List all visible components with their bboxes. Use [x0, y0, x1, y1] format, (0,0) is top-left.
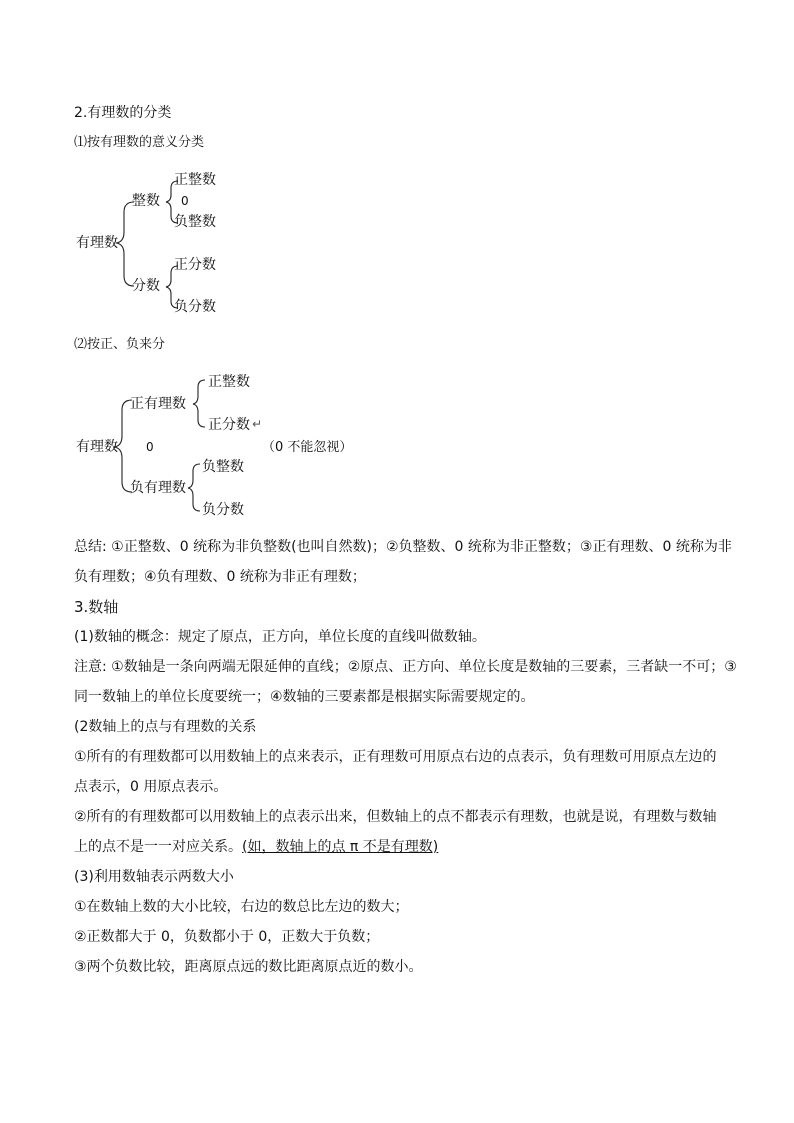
summary-paragraph	[74, 532, 754, 592]
summary-line-2: 负有理数；④负有理数、0 统称为非正有理数；	[74, 569, 366, 585]
summary-line-1: 总结: ①正整数、0 统称为非负整数(也叫自然数)；②负整数、0 统称为非正整数；③正有理数、0 统称为非	[74, 539, 732, 555]
note-line-1: 注意: ①数轴是一条向两端无限延伸的直线；②原点、正方向、单位长度是数轴的三要素，三者缺一不可；③	[74, 659, 737, 675]
tree-1-negative-integer: 负整数	[174, 214, 216, 230]
relation-1-line-2: 点表示，0 用原点表示。	[74, 779, 228, 795]
tree-2-zero: 0	[146, 440, 154, 454]
paragraph-mark-icon: ↵	[252, 417, 263, 431]
tree-1-zero: 0	[181, 194, 189, 208]
tree-2-negative-integer: 负整数	[202, 459, 244, 475]
number-line-concept: (1)数轴的概念：规定了原点，正方向，单位长度的直线叫做数轴。	[74, 629, 486, 645]
tree-2-positive-fraction: 正分数	[208, 417, 250, 433]
relation-2-line-2-text: 上的点不是一一对应关系。	[74, 839, 242, 855]
section-2-title: 2.有理数的分类	[74, 105, 172, 121]
tree-2-positive-brace	[193, 380, 205, 427]
compare-title: (3)利用数轴表示两数大小	[74, 869, 234, 885]
tree-1-positive-fraction: 正分数	[174, 257, 216, 273]
section-3-title: 3.数轴	[74, 598, 119, 616]
tree-2-negative-rational: 负有理数	[130, 480, 186, 496]
pi-example-underlined: (如，数轴上的点 π 不是有理数)	[242, 839, 439, 855]
relation-2-line-2	[74, 832, 754, 862]
compare-rule-2: ②正数都大于 0，负数都小于 0，正数大于负数；	[74, 929, 380, 945]
tree-1-positive-integer: 正整数	[174, 172, 216, 188]
tree-1-fraction: 分数	[132, 278, 160, 294]
subsection-1-title: ⑴按有理数的意义分类	[74, 135, 205, 150]
tree-2-root: 有理数	[76, 439, 118, 455]
section-3	[74, 592, 754, 982]
tree-2-positive-rational: 正有理数	[130, 396, 186, 412]
tree-2-zero-note: （0 不能忽视）	[262, 440, 353, 455]
tree-1-integer: 整数	[132, 193, 160, 209]
compare-rule-3: ③两个负数比较，距离原点远的数比距离原点近的数小。	[74, 959, 423, 975]
note-line-2: 同一数轴上的单位长度要统一；④数轴的三要素都是根据实际需要规定的。	[74, 689, 535, 705]
tree-2-positive-integer: 正整数	[208, 374, 250, 390]
relation-1-line-1: ①所有的有理数都可以用数轴上的点来表示，正有理数可用原点右边的点表示，负有理数可用原点左边的	[74, 749, 717, 765]
tree-2-negative-fraction: 负分数	[202, 502, 244, 518]
tree-2-negative-brace	[188, 464, 200, 511]
compare-rule-1: ①在数轴上数的大小比较，右边的数总比左边的数大；	[74, 899, 409, 915]
tree-1-negative-fraction: 负分数	[174, 299, 216, 315]
relation-title: (2数轴上的点与有理数的关系	[74, 719, 257, 735]
relation-2-line-1: ②所有的有理数都可以用数轴上的点表示出来，但数轴上的点不都表示有理数，也就是说，有理数与数轴	[74, 809, 717, 825]
tree-1-root: 有理数	[76, 235, 118, 251]
subsection-2-title: ⑵按正、负来分	[74, 337, 166, 352]
